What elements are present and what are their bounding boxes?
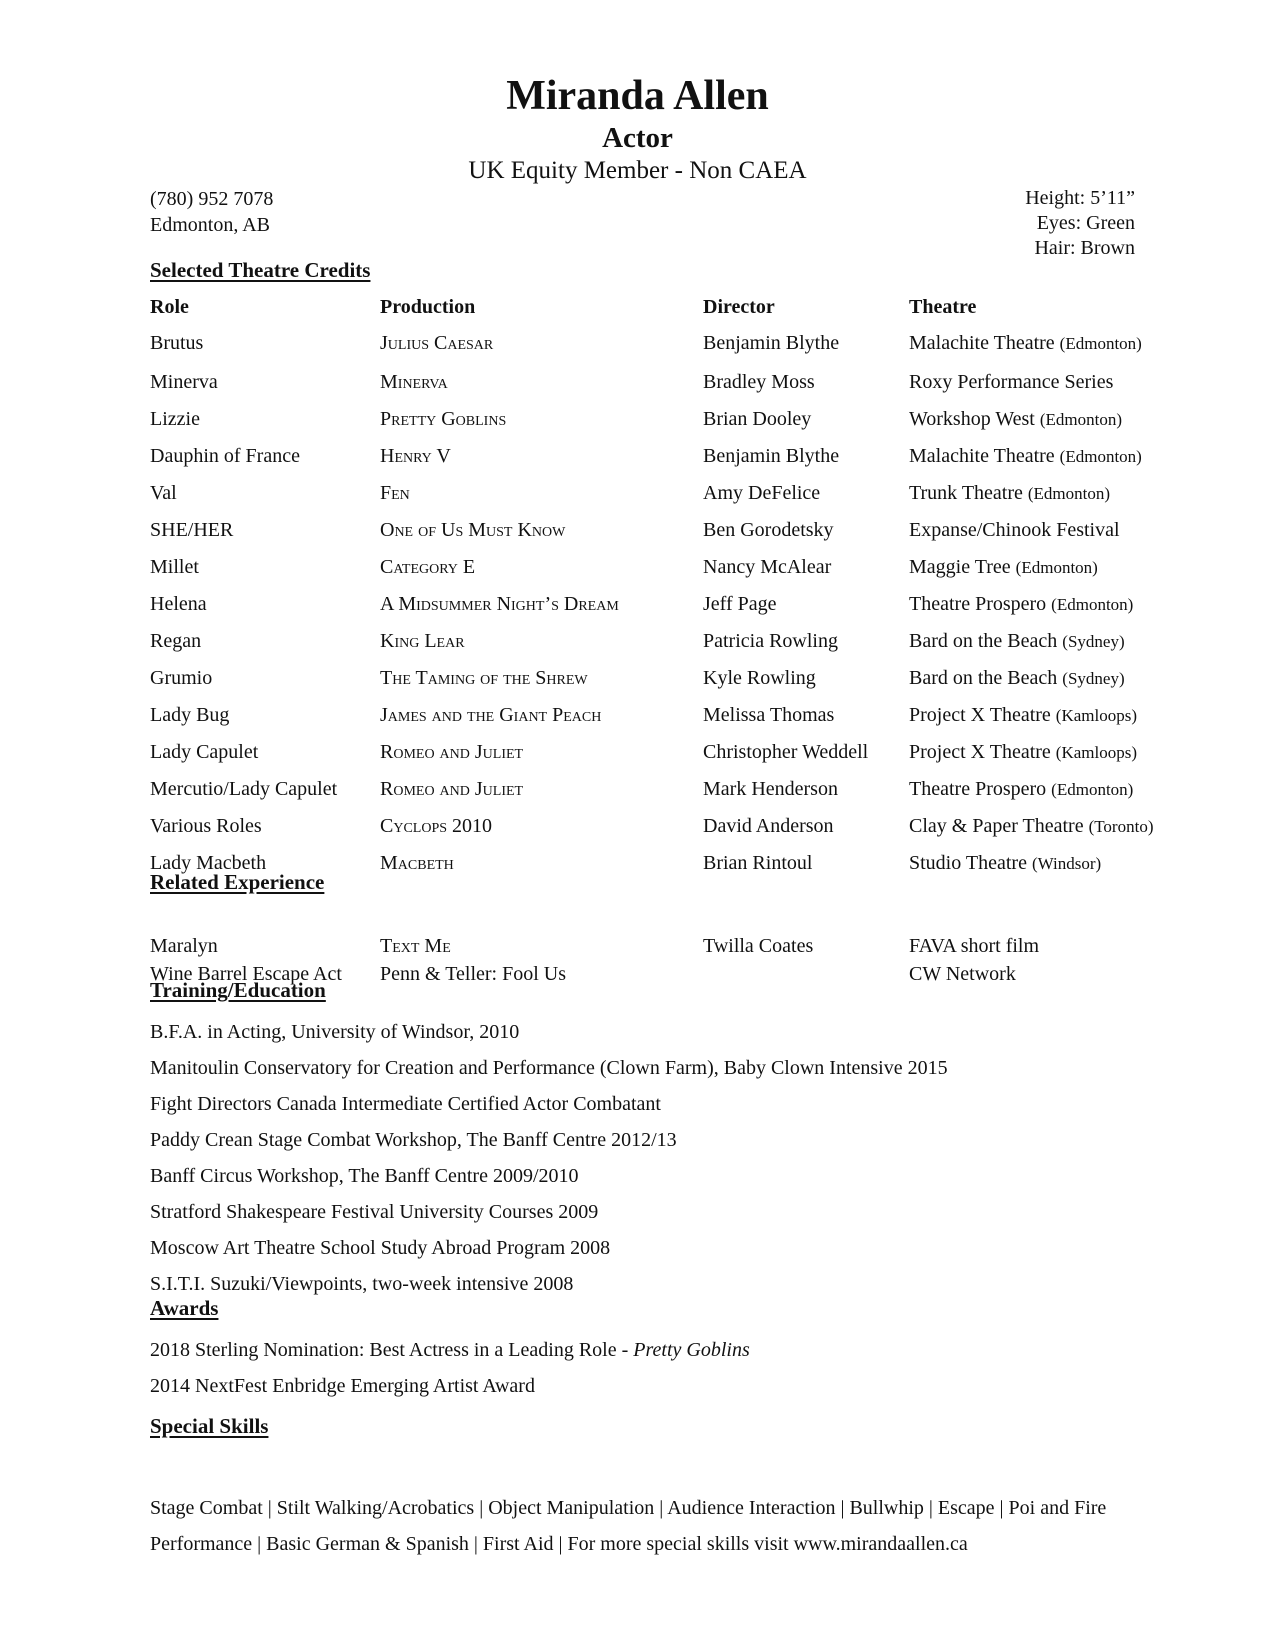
venue-cell: CW Network: [909, 962, 1016, 985]
list-item: Banff Circus Workshop, The Banff Centre 2009/2010: [150, 1165, 579, 1187]
theatre-cell-text: Bard on the Beach: [909, 630, 1058, 652]
theatre-cell: [909, 771, 1169, 808]
table-row: [150, 932, 1169, 960]
role-cell-text: Lady Capulet: [150, 741, 259, 763]
director-cell: Twilla Coates: [703, 934, 814, 957]
role-cell: [150, 475, 380, 512]
theatre-cell-text: Theatre Prospero: [909, 778, 1047, 800]
table-row: [150, 808, 1169, 845]
role-cell: [150, 771, 380, 808]
special-skills-text: Stage Combat | Stilt Walking/Acrobatics | Object Manipulation | Audience Interaction | Bullwhip | Escape | Poi and Fire Performance | Basic German & Spanish | First Aid | For more special skills visit www.mirandaallen.ca: [150, 1497, 1107, 1555]
union-status: UK Equity Member - Non CAEA: [468, 157, 807, 184]
production-cell: [380, 771, 703, 808]
table-row: [150, 697, 1169, 734]
production-cell-text: Romeo and Juliet: [380, 778, 524, 800]
production-cell-text: Henry V: [380, 445, 451, 467]
director-cell: [703, 322, 909, 364]
role-cell: [150, 734, 380, 771]
director-cell: [703, 401, 909, 438]
table-row: [150, 586, 1169, 623]
role-cell: [150, 401, 380, 438]
theatre-cell-text: Malachite Theatre: [909, 445, 1055, 467]
production-cell: Text Me: [380, 934, 451, 957]
theatre-cell: [909, 401, 1169, 438]
production-cell-text: Pretty Goblins: [380, 408, 507, 430]
award-text: 2018 Sterling Nomination: Best Actress in a Leading Role -: [150, 1339, 634, 1361]
theatre-city: (Kamloops): [1055, 743, 1138, 762]
production-cell: [380, 660, 703, 697]
theatre-cell: [909, 322, 1169, 364]
theatre-city: (Sydney): [1062, 632, 1125, 651]
theatre-cell: [909, 364, 1169, 401]
director-cell-text: Benjamin Blythe: [703, 445, 840, 467]
table-row: [150, 660, 1169, 697]
role-cell-text: SHE/HER: [150, 519, 234, 541]
role-cell: Maralyn: [150, 934, 218, 957]
table-row: [150, 512, 1169, 549]
role-cell: [150, 623, 380, 660]
list-item: Paddy Crean Stage Combat Workshop, The Banff Centre 2012/13: [150, 1129, 677, 1151]
awards-list: [150, 1332, 750, 1404]
table-row: [150, 401, 1169, 438]
phone-number: (780) 952 7078: [150, 188, 274, 210]
physical-stats: [1025, 186, 1135, 261]
section-heading-training: Training/Education: [150, 978, 326, 1002]
director-cell-text: Ben Gorodetsky: [703, 519, 834, 541]
director-cell-text: Mark Henderson: [703, 778, 838, 800]
height: Height: 5’11”: [1025, 187, 1135, 209]
list-item: Fight Directors Canada Intermediate Certified Actor Combatant: [150, 1093, 661, 1115]
theatre-cell-text: Clay & Paper Theatre: [909, 815, 1084, 837]
actor-name: Miranda Allen: [506, 73, 769, 119]
director-cell: [703, 771, 909, 808]
role-cell-text: Lady Macbeth: [150, 852, 267, 874]
production-cell: [380, 586, 703, 623]
production-cell-text: Minerva: [380, 371, 448, 393]
column-header-role: Role: [150, 296, 189, 318]
director-cell-text: Brian Dooley: [703, 408, 812, 430]
role-cell-text: Brutus: [150, 331, 204, 354]
production-cell: [380, 401, 703, 438]
section-heading-credits: Selected Theatre Credits: [150, 258, 371, 282]
director-cell: [703, 364, 909, 401]
role-cell: [150, 697, 380, 734]
role-cell-text: Grumio: [150, 667, 213, 689]
production-cell: [380, 734, 703, 771]
theatre-credits-table: [150, 296, 1169, 882]
director-cell-text: Jeff Page: [703, 593, 777, 615]
production-cell: [380, 364, 703, 401]
production-cell: [380, 438, 703, 475]
production-cell-text: Julius Caesar: [380, 331, 494, 354]
theatre-city: (Toronto): [1088, 817, 1154, 836]
role-cell: [150, 660, 380, 697]
director-cell-text: Melissa Thomas: [703, 704, 835, 726]
theatre-cell-text: Project X Theatre: [909, 741, 1051, 763]
theatre-cell: [909, 734, 1169, 771]
director-cell-text: Benjamin Blythe: [703, 331, 840, 354]
theatre-city: (Edmonton): [1051, 595, 1134, 614]
list-item: Stratford Shakespeare Festival University Courses 2009: [150, 1201, 599, 1223]
production-cell-text: One of Us Must Know: [380, 519, 566, 541]
role-cell-text: Val: [150, 482, 177, 504]
role-cell: [150, 549, 380, 586]
production-cell-text: Macbeth: [380, 852, 454, 874]
theatre-cell-text: Expanse/Chinook Festival: [909, 519, 1120, 541]
role-cell: [150, 586, 380, 623]
column-header-production: Production: [380, 296, 476, 318]
production-cell: [380, 845, 703, 882]
production-cell: [380, 549, 703, 586]
role-cell-text: Millet: [150, 556, 199, 578]
director-cell-text: Patricia Rowling: [703, 630, 838, 652]
director-cell: [703, 734, 909, 771]
role-cell-text: Various Roles: [150, 815, 262, 837]
theatre-city: (Edmonton): [1039, 410, 1123, 429]
production-cell: [380, 322, 703, 364]
director-cell-text: Nancy McAlear: [703, 556, 832, 578]
theatre-cell: [909, 808, 1169, 845]
director-cell: [703, 438, 909, 475]
theatre-city: (Windsor): [1031, 854, 1102, 873]
production-cell: [380, 512, 703, 549]
section-heading-related: Related Experience: [150, 870, 325, 894]
production-cell-text: A Midsummer Night’s Dream: [380, 593, 619, 615]
hair: Hair: Brown: [1034, 237, 1135, 259]
director-cell-text: David Anderson: [703, 815, 834, 837]
table-row: [150, 364, 1169, 401]
director-cell: [703, 512, 909, 549]
director-cell: [703, 475, 909, 512]
theatre-city: (Edmonton): [1015, 558, 1098, 577]
production-cell-text: James and the Giant Peach: [380, 704, 602, 726]
table-row: [150, 549, 1169, 586]
role-cell-text: Dauphin of France: [150, 445, 300, 467]
table-row: [150, 734, 1169, 771]
role-cell-text: Lady Bug: [150, 704, 230, 726]
contact-block: [150, 186, 273, 238]
director-cell-text: Bradley Moss: [703, 371, 815, 393]
theatre-cell: [909, 475, 1169, 512]
production-cell-text: King Lear: [380, 630, 465, 652]
theatre-city: (Edmonton): [1027, 484, 1111, 503]
theatre-cell-text: Maggie Tree: [909, 556, 1011, 578]
award-item: [150, 1332, 750, 1368]
director-cell-text: Kyle Rowling: [703, 667, 816, 689]
list-item: S.I.T.I. Suzuki/Viewpoints, two-week intensive 2008: [150, 1273, 574, 1295]
section-heading-awards: Awards: [150, 1296, 219, 1320]
theatre-cell: [909, 660, 1169, 697]
production-cell: Penn & Teller: Fool Us: [380, 962, 567, 985]
theatre-city: (Edmonton): [1059, 333, 1142, 353]
director-cell: [703, 586, 909, 623]
award-production-title: Pretty Goblins: [633, 1339, 750, 1361]
role-cell: [150, 438, 380, 475]
theatre-city: (Edmonton): [1051, 780, 1134, 799]
theatre-city: (Sydney): [1062, 669, 1125, 688]
theatre-cell-text: Bard on the Beach: [909, 667, 1058, 689]
role-cell-text: Helena: [150, 593, 207, 615]
role-cell-text: Mercutio/Lady Capulet: [150, 778, 338, 800]
director-cell: [703, 960, 909, 988]
director-cell-text: Brian Rintoul: [703, 852, 813, 874]
column-header-director: Director: [703, 296, 775, 318]
eyes: Eyes: Green: [1036, 212, 1135, 234]
table-row: [150, 771, 1169, 808]
theatre-cell-text: Roxy Performance Series: [909, 371, 1114, 393]
column-header-theatre: Theatre: [909, 296, 977, 318]
role-cell: Wine Barrel Escape Act: [150, 962, 342, 985]
table-row: [150, 438, 1169, 475]
director-cell: [703, 660, 909, 697]
director-cell: [703, 697, 909, 734]
production-cell: [380, 475, 703, 512]
production-cell: [380, 808, 703, 845]
theatre-cell: [909, 512, 1169, 549]
role-cell: [150, 808, 380, 845]
theatre-cell: [909, 845, 1169, 882]
training-list: [150, 1014, 948, 1302]
table-row: [150, 623, 1169, 660]
role-cell: [150, 322, 380, 364]
theatre-cell-text: Trunk Theatre: [909, 482, 1023, 504]
director-cell: [703, 845, 909, 882]
role-cell-text: Minerva: [150, 371, 218, 393]
production-cell-text: Category E: [380, 556, 476, 578]
section-heading-skills: Special Skills: [150, 1414, 269, 1438]
role-cell-text: Lizzie: [150, 408, 200, 430]
venue-cell: FAVA short film: [909, 934, 1040, 957]
award-item: 2014 NextFest Enbridge Emerging Artist Award: [150, 1375, 535, 1397]
role-cell-text: Regan: [150, 630, 202, 652]
theatre-cell-text: Malachite Theatre: [909, 331, 1055, 354]
theatre-cell: [909, 697, 1169, 734]
theatre-city: (Edmonton): [1059, 447, 1142, 466]
table-header-row: [150, 296, 1169, 322]
production-cell-text: Cyclops 2010: [380, 815, 493, 837]
director-cell-text: Christopher Weddell: [703, 741, 869, 763]
list-item: Moscow Art Theatre School Study Abroad Program 2008: [150, 1237, 611, 1259]
role-cell: [150, 512, 380, 549]
director-cell: [703, 808, 909, 845]
list-item: Manitoulin Conservatory for Creation and Performance (Clown Farm), Baby Clown Intensive 2015: [150, 1057, 948, 1079]
location: Edmonton, AB: [150, 214, 271, 236]
director-cell: [703, 549, 909, 586]
role-cell: [150, 364, 380, 401]
theatre-cell-text: Theatre Prospero: [909, 593, 1047, 615]
production-cell-text: Romeo and Juliet: [380, 741, 524, 763]
production-cell-text: The Taming of the Shrew: [380, 667, 588, 689]
theatre-cell: [909, 549, 1169, 586]
director-cell-text: Amy DeFelice: [703, 482, 821, 504]
theatre-cell: [909, 438, 1169, 475]
theatre-cell-text: Workshop West: [909, 408, 1035, 430]
table-row: [150, 475, 1169, 512]
production-cell-text: Fen: [380, 482, 410, 504]
list-item: B.F.A. in Acting, University of Windsor, 2010: [150, 1021, 520, 1043]
table-row: [150, 322, 1169, 364]
theatre-cell: [909, 586, 1169, 623]
production-cell: [380, 697, 703, 734]
theatre-cell: [909, 623, 1169, 660]
production-cell: [380, 623, 703, 660]
theatre-cell-text: Studio Theatre: [909, 852, 1027, 874]
actor-title: Actor: [602, 122, 673, 154]
theatre-city: (Kamloops): [1055, 706, 1138, 725]
director-cell: [703, 623, 909, 660]
theatre-cell-text: Project X Theatre: [909, 704, 1051, 726]
